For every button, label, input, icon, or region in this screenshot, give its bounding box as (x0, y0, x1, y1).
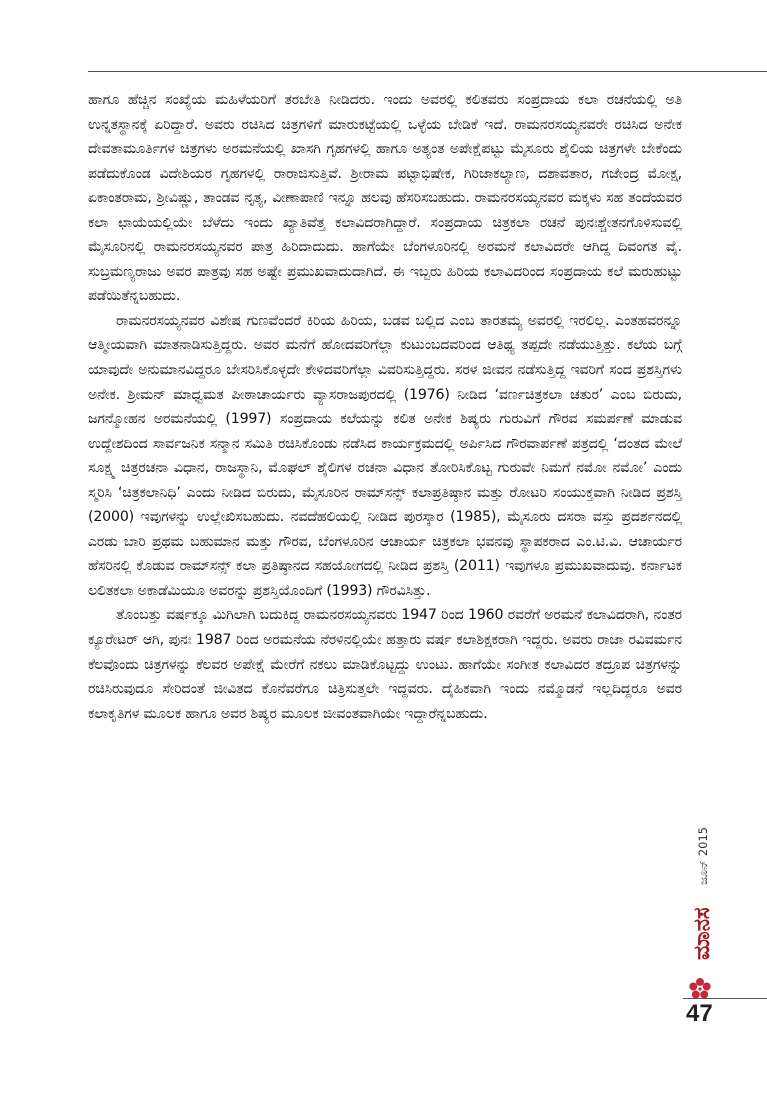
page-number: 47 (686, 1000, 713, 1027)
article-paragraph-3: ತೊಂಬತ್ತು ವರ್ಷಕ್ಕೂ ಮಿಗಿಲಾಗಿ ಬದುಕಿದ್ದ ರಾಮನರಸಯ್ಯನವರು 1947 ರಿಂದ 1960 ರವರೆಗೆ ಅರಮನೆ ಕಲಾವಿದರಾಗಿ, ನಂತರ ಕ್ಯೂರೇಟರ್ ಆಗಿ, ಪುನಃ 1987 ರಿಂದ ಅರಮನೆಯ ನೆರಳಿನಲ್ಲಿಯೇ ಹತ್ತಾರು ವರ್ಷ ಕಲಾಶಿಕ್ಷಕರಾಗಿ ಇದ್ದರು. ಅವರು ರಾಜಾ ರವಿವರ್ಮನ ಕೆಲವೊಂದು ಚಿತ್ರಗಳನ್ನು ಕೆಲವರ ಅಪೇಕ್ಷೆ ಮೇರೆಗೆ ನಕಲು ಮಾಡಿಕೊಟ್ಟದ್ದು ಉಂಟು. ಹಾಗೆಯೇ ಸಂಗೀತ ಕಲಾವಿದರ ತದ್ರೂಪ ಚಿತ್ರಗಳನ್ನು ರಚಿಸಿರುವುದೂ ಸೇರಿದಂತೆ ಜೀವಿತದ ಕೊನೆವರೆಗೂ ಚಿತ್ರಿಸುತ್ತಲೇ ಇದ್ದವರು. ದೈಹಿಕವಾಗಿ ಇಂದು ನಮ್ಮೊಡನೆ ಇಲ್ಲದಿದ್ದರೂ ಅವರ ಕಲಾಕೃತಿಗಳ ಮೂಲಕ ಹಾಗೂ ಅವರ ಶಿಷ್ಯರ ಮೂಲಕ ಜೀವಂತವಾಗಿಯೇ ಇದ್ದಾರೆನ್ನಬಹುದು. (88, 607, 682, 722)
article-paragraph-2: ರಾಮನರಸಯ್ಯನವರ ವಿಶೇಷ ಗುಣವೆಂದರೆ ಕಿರಿಯ ಹಿರಿಯ, ಬಡವ ಬಲ್ಲಿದ ಎಂಬ ತಾರತಮ್ಯ ಅವರಲ್ಲಿ ಇರಲಿಲ್ಲ. ಎಂತಹವರನ್ನೂ ಆತ್ಮೀಯವಾಗಿ ಮಾತನಾಡಿಸುತ್ತಿದ್ದರು. ಅವರ ಮನೆಗೆ ಹೋದವರಿಗೆಲ್ಲಾ ಕುಟುಂಬದವರಿಂದ ಆತಿಥ್ಯ ತಪ್ಪದೇ ನಡೆಯುತ್ತಿತ್ತು. ಕಲೆಯ ಬಗ್ಗೆ ಯಾವುದೇ ಅನುಮಾನವಿದ್ದರೂ ಬೇಸರಿಸಿಕೊಳ್ಳದೇ ಕೇಳಿದವರಿಗೆಲ್ಲಾ ವಿವರಿಸುತ್ತಿದ್ದರು. ಸರಳ ಜೀವನ ನಡೆಸುತ್ತಿದ್ದ ಇವರಿಗೆ ಸಂದ ಪ್ರಶಸ್ತಿಗಳು ಅನೇಕ. ಶ್ರೀಮನ್ ಮಾಧ್ವಮತ ಪೀಠಾಚಾರ್ಯರು ವ್ಯಾಸರಾಜಪುರದಲ್ಲಿ (1976) ನೀಡಿದ ‘ವರ್ಣಚಿತ್ರಕಲಾ ಚತುರ’ ಎಂಬ ಬಿರುದು, ಜಗನ್ಮೋಹನ ಅರಮನೆಯಲ್ಲಿ (1997) ಸಂಪ್ರದಾಯ ಕಲೆಯನ್ನು ಕಲಿತ ಅನೇಕ ಶಿಷ್ಯರು ಗುರುವಿಗೆ ಗೌರವ ಸಮರ್ಪಣೆ ಮಾಡುವ ಉದ್ದೇಶದಿಂದ ಸಾರ್ವಜನಿಕ ಸನ್ಮಾನ ಸಮಿತಿ ರಚಿಸಿಕೊಂಡು ನಡೆಸಿದ ಕಾರ್ಯಕ್ರಮದಲ್ಲಿ ಅರ್ಪಿಸಿದ ಗೌರವಾರ್ಪಣೆ ಪತ್ರದಲ್ಲಿ ‘ದಂತದ ಮೇಲೆ ಸೂಕ್ಷ್ಮ ಚಿತ್ರರಚನಾ ವಿಧಾನ, ರಾಜಸ್ಥಾನಿ, ಮೊಘಲ್ ಶೈಲಿಗಳ ರಚನಾ ವಿಧಾನ ತೋರಿಸಿಕೊಟ್ಟ ಗುರುವೇ ನಿಮಗೆ ನಮೋ ನಮೋ’ ಎಂದು ಸ್ಮರಿಸಿ ‘ಚಿತ್ರಕಲಾನಿಧಿ’ ಎಂದು ನೀಡಿದ ಬಿರುದು, ಮೈಸೂರಿನ ರಾಮ್‌ಸನ್ಸ್ ಕಲಾಪ್ರತಿಷ್ಠಾನ ಮತ್ತು ರೋಟರಿ ಸಂಯುಕ್ತವಾಗಿ ನೀಡಿದ ಪ್ರಶಸ್ತಿ (2000) ಇವುಗಳನ್ನು ಉಲ್ಲೇಖಿಸಬಹುದು. ನವದೆಹಲಿಯಲ್ಲಿ ನೀಡಿದ ಪುರಸ್ಕಾರ (1985), ಮೈಸೂರು ದಸರಾ ವಸ್ತು ಪ್ರದರ್ಶನದಲ್ಲಿ ಎರಡು ಬಾರಿ ಪ್ರಥಮ ಬಹುಮಾನ ಮತ್ತು ಗೌರವ, ಬೆಂಗಳೂರಿನ ಆಚಾರ್ಯ ಚಿತ್ರಕಲಾ ಭವನವು ಸ್ಥಾಪಕರಾದ ಎಂ.ಟಿ.ವಿ. ಆಚಾರ್ಯರ ಹೆಸರಿನಲ್ಲಿ ಕೊಡುವ ರಾಮ್‌ಸನ್ಸ್ ಕಲಾ ಪ್ರತಿಷ್ಠಾನದ ಸಹಯೋಗದಲ್ಲಿ ನೀಡಿದ ಪ್ರಶಸ್ತಿ (2011) ಇವುಗಳೂ ಪ್ರಮುಖವಾದುವು. ಕರ್ನಾಟಕ ಲಲಿತಕಲಾ ಅಕಾಡೆಮಿಯೂ ಅವರನ್ನು ಪ್ರಶಸ್ತಿಯೊಂದಿಗೆ (1993) ಗೌರವಿಸಿತ್ತು. (88, 312, 682, 599)
footer-rule (683, 998, 767, 999)
header-rule (88, 71, 767, 72)
issue-date: ಜೂನ್ 2015 (696, 826, 710, 886)
article-body (88, 88, 682, 726)
magazine-name: ಮಾನಸ (690, 907, 715, 961)
article-paragraph-1: ಹಾಗೂ ಹೆಚ್ಚಿನ ಸಂಖ್ಯೆಯ ಮಹಿಳೆಯರಿಗೆ ತರಬೇತಿ ನೀಡಿದರು. ಇಂದು ಅವರಲ್ಲಿ ಕಲಿತವರು ಸಂಪ್ರದಾಯ ಕಲಾ ರಚನೆಯಲ್ಲಿ ಅತಿ ಉನ್ನತಸ್ಥಾನಕ್ಕೆ ಏರಿದ್ದಾರೆ. ಅವರು ರಚಿಸಿದ ಚಿತ್ರಗಳಿಗೆ ಮಾರುಕಟ್ಟೆಯಲ್ಲಿ ಒಳ್ಳೆಯ ಬೇಡಿಕೆ ಇದೆ. ರಾಮನರಸಯ್ಯನವರೇ ರಚಿಸಿದ ಅನೇಕ ದೇವತಾಮೂರ್ತಿಗಳ ಚಿತ್ರಗಳು ಅರಮನೆಯಲ್ಲಿ ಖಾಸಗಿ ಗೃಹಗಳಲ್ಲಿ ಹಾಗೂ ಅತ್ಯಂತ ಅಪೇಕ್ಷೆಪಟ್ಟು ಮೈಸೂರು ಶೈಲಿಯ ಚಿತ್ರಗಳೇ ಬೇಕೆಂದು ಪಡೆದುಕೊಂಡ ವಿದೇಶಿಯರ ಗೃಹಗಳಲ್ಲಿ ರಾರಾಜಿಸುತ್ತಿವೆ. ಶ್ರೀರಾಮ ಪಟ್ಟಾಭಿಷೇಕ, ಗಿರಿಜಾಕಲ್ಯಾಣ, ದಶಾವತಾರ, ಗಜೇಂದ್ರ ಮೋಕ್ಷ, ಏಕಾಂತರಾಮ, ಶ್ರೀವಿಷ್ಣು, ತಾಂಡವ ನೃತ್ಯ, ವೀಣಾಪಾಣಿ ಇನ್ನೂ ಹಲವು ಹೆಸರಿಸಬಹುದು. ರಾಮನರಸಯ್ಯನವರ ಮಕ್ಕಳು ಸಹ ತಂದೆಯವರ ಕಲಾ ಛಾಯೆಯಲ್ಲಿಯೇ ಬೆಳೆದು ಇಂದು ಖ್ಯಾತಿವೆತ್ತ ಕಲಾವಿದರಾಗಿದ್ದಾರೆ. ಸಂಪ್ರದಾಯ ಚಿತ್ರಕಲಾ ರಚನೆ ಪುನಃಶ್ಚೇತನಗೊಳಿಸುವಲ್ಲಿ ಮೈಸೂರಿನಲ್ಲಿ ರಾಮನರಸಯ್ಯನವರ ಪಾತ್ರ ಹಿರಿದಾದುದು. ಹಾಗೆಯೇ ಬೆಂಗಳೂರಿನಲ್ಲಿ ಅರಮನೆ ಕಲಾವಿದರೇ ಆಗಿದ್ದ ದಿವಂಗತ ವೈ. ಸುಬ್ರಮಣ್ಯರಾಜು ಅವರ ಪಾತ್ರವು ಸಹ ಅಷ್ಟೇ ಪ್ರಮುಖವಾದುದಾಗಿದೆ. ಈ ಇಬ್ಬರು ಹಿರಿಯ ಕಲಾವಿದರಿಂದ ಸಂಪ್ರದಾಯ ಕಲೆ ಮರುಹುಟ್ಟು ಪಡೆಯಿತೆನ್ನಬಹುದು. (88, 92, 682, 305)
